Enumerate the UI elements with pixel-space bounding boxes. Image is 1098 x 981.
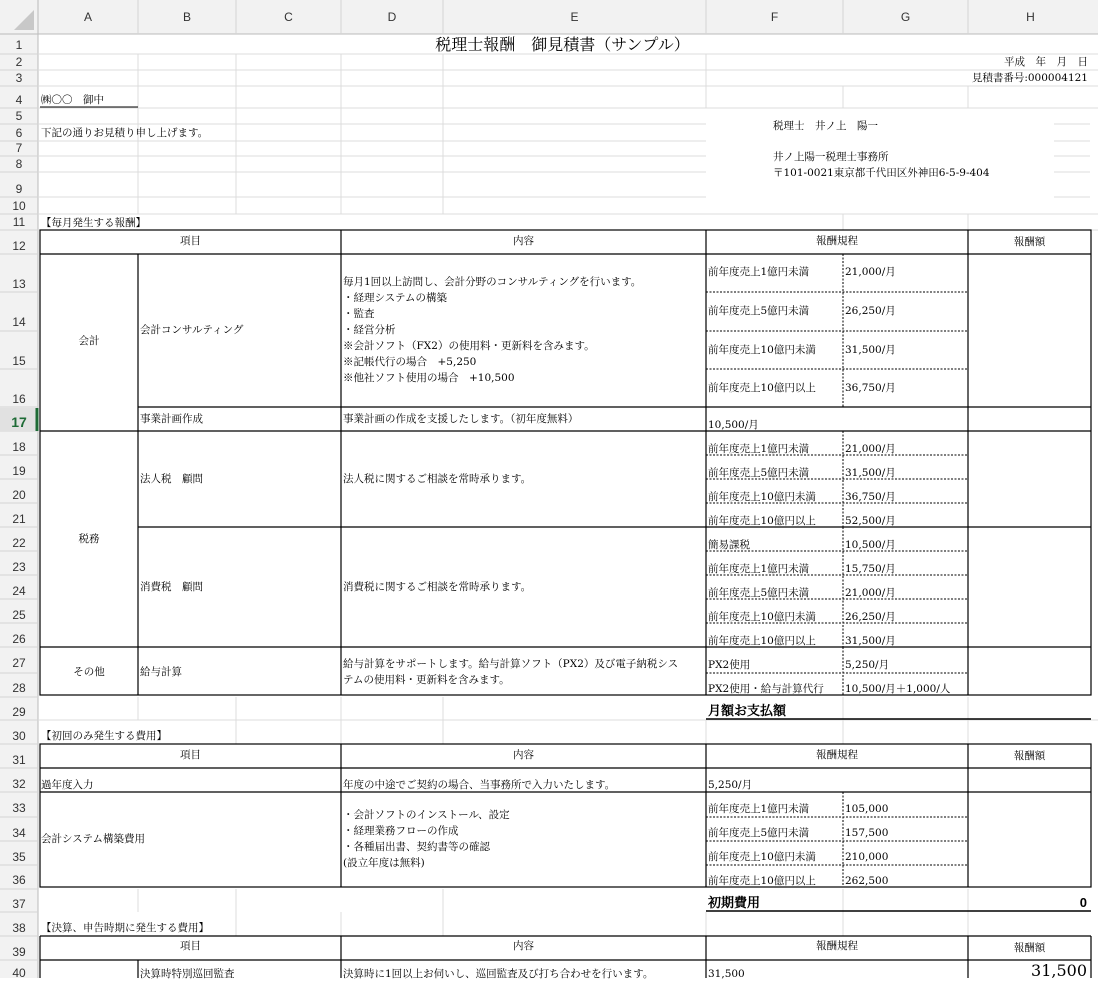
column-header-g[interactable]: G	[900, 10, 911, 24]
fee-rule-value[interactable]: 105,000	[845, 803, 889, 815]
fee-rule-label[interactable]: 前年度売上10億円未満	[708, 851, 816, 863]
row-header[interactable]: 9	[15, 182, 23, 196]
fee-rule-label[interactable]: 前年度売上10億円以上	[708, 382, 816, 394]
category-tax[interactable]: 税務	[78, 533, 100, 545]
consulting-desc-line[interactable]: ※他社ソフト使用の場合 +10,500	[343, 372, 515, 384]
row-header[interactable]: 10	[12, 199, 26, 213]
consumption-tax-desc[interactable]: 消費税に関するご相談を常時承ります。	[343, 581, 532, 593]
fee-rule-value[interactable]: 21,000/月	[845, 266, 896, 278]
item-consumption-tax[interactable]: 消費税 顧問	[140, 581, 203, 593]
item-settlement-audit[interactable]: 決算時特別巡回監査	[140, 968, 235, 980]
row-header[interactable]: 31	[12, 753, 26, 767]
table-header-item[interactable]: 項目	[180, 940, 201, 952]
consulting-desc-line[interactable]: 毎月1回以上訪問し、会計分野のコンサルティングを行います。	[343, 276, 642, 288]
date-cell[interactable]: 平成 年 月 日	[1004, 56, 1088, 68]
row-header[interactable]: 28	[12, 681, 26, 695]
table-header-content[interactable]: 内容	[513, 940, 534, 952]
fee-rule-label[interactable]: 前年度売上10億円以上	[708, 515, 816, 527]
row-header[interactable]: 19	[12, 464, 26, 478]
table-header-content[interactable]: 内容	[513, 235, 534, 247]
table-header-fee-rule[interactable]: 報酬規程	[816, 940, 858, 952]
row-header[interactable]: 22	[12, 536, 26, 550]
item-payroll[interactable]: 給与計算	[140, 666, 182, 678]
payroll-desc-line[interactable]: 給与計算をサポートします。給与計算ソフト（PX2）及び電子納税シス	[343, 658, 679, 670]
row-header[interactable]: 34	[12, 826, 26, 840]
item-past-year-entry[interactable]: 過年度入力	[41, 779, 94, 791]
fee-rule-label[interactable]: 前年度売上1億円未満	[708, 266, 810, 278]
fee-rule-value[interactable]: 10,500/月＋1,000/人	[845, 683, 951, 695]
category-other[interactable]: その他	[73, 666, 105, 678]
row-header[interactable]: 1	[15, 38, 23, 52]
business-plan-desc[interactable]: 事業計画の作成を支援したします。（初年度無料）	[343, 413, 579, 425]
row-header-selected[interactable]: 17	[11, 414, 27, 430]
fee-rule-label[interactable]: 前年度売上10億円未満	[708, 344, 816, 356]
fee-rule-value[interactable]: 21,000/月	[845, 443, 896, 455]
settlement-audit-fee[interactable]: 31,500	[1031, 961, 1087, 980]
settlement-audit-desc[interactable]: 決算時に1回以上お伺いし、巡回監査及び打ち合わせを行います。	[343, 968, 654, 980]
row-header[interactable]: 40	[12, 966, 26, 980]
fee-rule-label[interactable]: PX2使用・給与計算代行	[708, 683, 824, 695]
fee-rule-value[interactable]: 31,500/月	[845, 467, 896, 479]
table-header-fee[interactable]: 報酬額	[1013, 942, 1046, 954]
row-header[interactable]: 7	[15, 141, 23, 155]
fee-rule-value[interactable]: 52,500/月	[845, 515, 896, 527]
fee-rule-label[interactable]: 前年度売上1億円未満	[708, 803, 810, 815]
item-corporate-tax[interactable]: 法人税 顧問	[140, 473, 203, 485]
initial-total-value[interactable]: 0	[1079, 895, 1087, 910]
fee-rule-value[interactable]: 26,250/月	[845, 305, 896, 317]
column-header-h[interactable]: H	[1026, 10, 1035, 24]
column-header-e[interactable]: E	[570, 10, 579, 24]
fee-rule-value[interactable]: 210,000	[845, 851, 889, 863]
row-header[interactable]: 30	[12, 729, 26, 743]
column-header-d[interactable]: D	[387, 10, 397, 24]
fee-rule-label[interactable]: 前年度売上1億円未満	[708, 443, 810, 455]
row-header[interactable]: 21	[12, 512, 26, 526]
column-header-b[interactable]: B	[182, 10, 191, 24]
fee-rule-label[interactable]: 前年度売上10億円以上	[708, 635, 816, 647]
row-header[interactable]: 39	[12, 945, 26, 959]
row-header[interactable]: 14	[12, 315, 26, 329]
fee-rule-value[interactable]: 36,750/月	[845, 491, 896, 503]
monthly-total-label[interactable]: 月額お支払額	[708, 703, 787, 718]
fee-rule-label[interactable]: 前年度売上5億円未満	[708, 467, 810, 479]
fee-rule-value[interactable]: 5,250/月	[845, 659, 890, 671]
initial-total-label[interactable]: 初期費用	[708, 895, 761, 910]
fee-rule-value[interactable]: 10,500/月	[845, 539, 896, 551]
row-header[interactable]: 26	[12, 632, 26, 646]
table-header-item[interactable]: 項目	[180, 235, 201, 247]
document-title[interactable]: 税理士報酬 御見積書（サンプル）	[435, 35, 690, 54]
row-header[interactable]: 20	[12, 488, 26, 502]
fee-rule-value[interactable]: 26,250/月	[845, 611, 896, 623]
section-initial-label[interactable]: 【初回のみ発生する費用】	[41, 730, 167, 742]
corporate-tax-desc[interactable]: 法人税に関するご相談を常時承ります。	[343, 473, 532, 485]
business-plan-fee[interactable]: 10,500/月	[708, 419, 759, 431]
issuer-name-cell[interactable]: 税理士 井ノ上 陽一	[773, 120, 878, 132]
item-business-plan[interactable]: 事業計画作成	[140, 413, 203, 425]
fee-rule-value[interactable]: 157,500	[845, 827, 889, 839]
greeting-cell[interactable]: 下記の通りお見積り申し上げます。	[41, 127, 209, 139]
section-settlement-label[interactable]: 【決算、申告時期に発生する費用】	[41, 922, 209, 934]
consulting-desc-line[interactable]: ※記帳代行の場合 +5,250	[343, 356, 477, 368]
table-header-fee[interactable]: 報酬額	[1013, 750, 1046, 762]
row-header[interactable]: 15	[12, 354, 26, 368]
addressee-cell[interactable]: ㈱〇〇 御中	[41, 94, 104, 106]
table-header-fee-rule[interactable]: 報酬規程	[816, 235, 858, 247]
system-setup-desc-line[interactable]: (設立年度は無料)	[343, 857, 425, 869]
system-setup-desc-line[interactable]: ・経理業務フローの作成	[343, 825, 459, 837]
row-header[interactable]: 2	[15, 55, 23, 69]
row-header[interactable]: 13	[12, 277, 26, 291]
settlement-audit-rule[interactable]: 31,500	[708, 968, 745, 980]
row-header[interactable]: 35	[12, 850, 26, 864]
table-header-item[interactable]: 項目	[180, 749, 201, 761]
row-header[interactable]: 24	[12, 584, 26, 598]
row-header[interactable]: 25	[12, 608, 26, 622]
fee-rule-label[interactable]: 前年度売上5億円未満	[708, 587, 810, 599]
fee-rule-label[interactable]: 前年度売上10億円未満	[708, 491, 816, 503]
column-header-c[interactable]: C	[284, 10, 293, 24]
item-system-setup[interactable]: 会計システム構築費用	[41, 833, 145, 845]
fee-rule-label[interactable]: PX2使用	[708, 659, 751, 671]
item-consulting[interactable]: 会計コンサルティング	[140, 324, 244, 336]
row-header[interactable]: 5	[15, 109, 23, 123]
row-header[interactable]: 12	[12, 239, 26, 253]
row-header[interactable]: 27	[12, 656, 26, 670]
consulting-desc-line[interactable]: ・経理システムの構築	[343, 292, 447, 304]
payroll-desc-line[interactable]: テムの使用料・更新料を含みます。	[343, 674, 510, 686]
fee-rule-label[interactable]: 前年度売上10億円未満	[708, 611, 816, 623]
fee-rule-label[interactable]: 前年度売上1億円未満	[708, 563, 810, 575]
table-header-fee-rule[interactable]: 報酬規程	[816, 749, 858, 761]
row-header[interactable]: 23	[12, 560, 26, 574]
row-header[interactable]: 16	[12, 392, 26, 406]
row-header[interactable]: 36	[12, 873, 26, 887]
table-header-fee[interactable]: 報酬額	[1013, 236, 1046, 248]
row-header[interactable]: 33	[12, 801, 26, 815]
consulting-desc-line[interactable]: ・監査	[343, 308, 375, 320]
column-header-f[interactable]: F	[770, 10, 779, 24]
system-setup-desc-line[interactable]: ・会計ソフトのインストール、設定	[343, 809, 510, 821]
estimate-number-cell[interactable]: 見積書番号:000004121	[971, 72, 1088, 84]
category-accounting[interactable]: 会計	[78, 335, 100, 347]
table-header-content[interactable]: 内容	[513, 749, 534, 761]
fee-rule-value[interactable]: 262,500	[845, 875, 889, 887]
row-header[interactable]: 37	[12, 897, 26, 911]
row-header[interactable]: 18	[12, 440, 26, 454]
row-header[interactable]: 6	[15, 126, 23, 140]
consulting-desc-line[interactable]: ・経営分析	[343, 324, 396, 336]
fee-rule-label[interactable]: 簡易課税	[708, 539, 750, 551]
office-address-cell[interactable]: 〒101-0021東京都千代田区外神田6-5-9-404	[773, 167, 990, 179]
row-header[interactable]: 29	[12, 705, 26, 719]
row-header[interactable]: 11	[12, 215, 26, 229]
system-setup-desc-line[interactable]: ・各種届出書、契約書等の確認	[343, 841, 490, 853]
column-header-a[interactable]: A	[83, 10, 92, 24]
row-header[interactable]: 3	[15, 71, 23, 85]
office-name-cell[interactable]: 井ノ上陽一税理士事務所	[773, 151, 889, 163]
consulting-desc-line[interactable]: ※会計ソフト（FX2）の使用料・更新料を含みます。	[343, 340, 595, 352]
fee-rule-value[interactable]: 36,750/月	[845, 382, 896, 394]
section-monthly-label[interactable]: 【毎月発生する報酬】	[41, 217, 146, 229]
row-header[interactable]: 32	[12, 777, 26, 791]
row-header[interactable]: 38	[12, 921, 26, 935]
fee-rule-value[interactable]: 31,500/月	[845, 344, 896, 356]
fee-rule-label[interactable]: 前年度売上5億円未満	[708, 827, 810, 839]
fee-rule-label[interactable]: 前年度売上5億円未満	[708, 305, 810, 317]
fee-rule-value[interactable]: 15,750/月	[845, 563, 896, 575]
fee-rule-label[interactable]: 前年度売上10億円以上	[708, 875, 816, 887]
past-year-entry-fee[interactable]: 5,250/月	[708, 779, 753, 791]
row-header[interactable]: 4	[15, 93, 23, 107]
fee-rule-value[interactable]: 31,500/月	[845, 635, 896, 647]
past-year-entry-desc[interactable]: 年度の中途でご契約の場合、当事務所で入力いたします。	[343, 779, 616, 791]
fee-rule-value[interactable]: 21,000/月	[845, 587, 896, 599]
row-header[interactable]: 8	[15, 157, 23, 171]
